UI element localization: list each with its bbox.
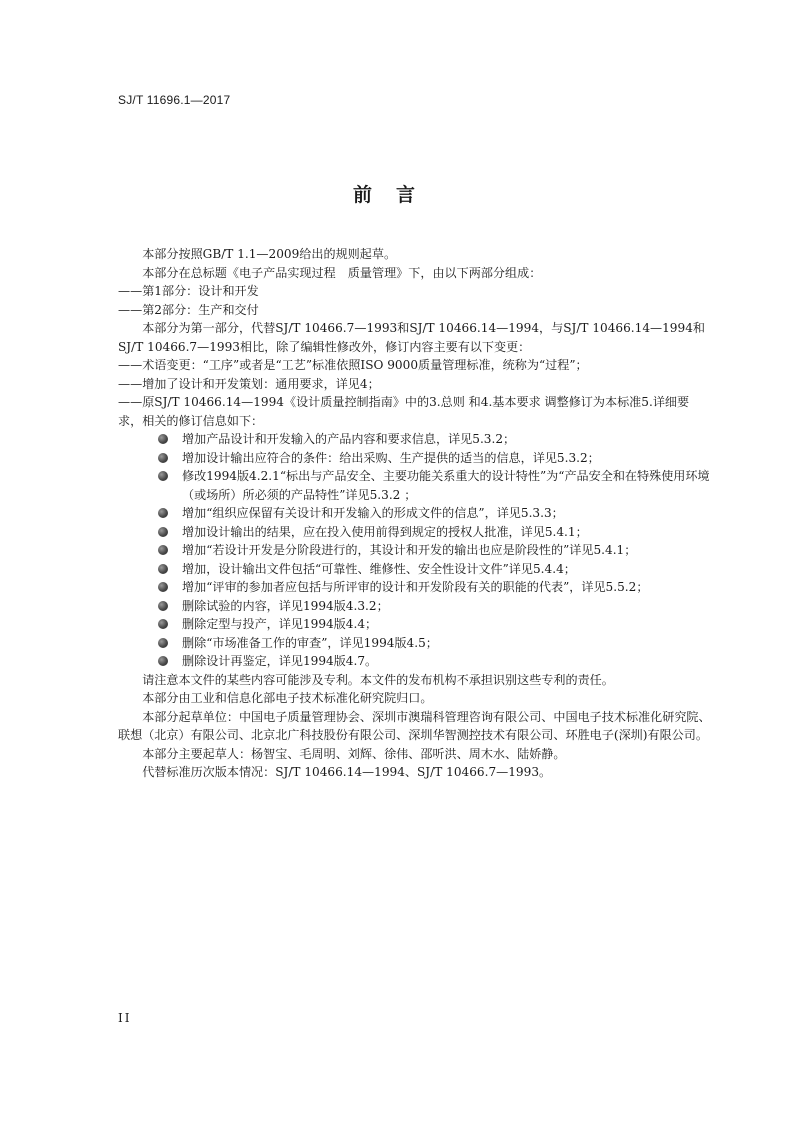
part-item: ——第2部分：生产和交付 [118,302,259,317]
foreword-body [118,245,712,782]
bullet-text: 增加“评审的参加者应包括与所评审的设计和开发阶段有关的职能的代表”，详见5.5.2； [182,580,649,594]
bullet-icon [158,601,168,611]
paragraph: 代替标准历次版本情况：SJ/T 10466.14—1994、SJ/T 10466.7—1993。 [142,765,552,779]
bullet-icon [158,527,168,537]
bullet-item [118,541,712,560]
bullet-icon [158,582,168,592]
part-item: ——第1部分：设计和开发 [118,284,259,298]
bullet-icon [158,508,168,518]
bullet-item [118,430,712,449]
bullet-item [118,449,712,468]
bullet-text: 增加，设计输出文件包括“可靠性、维修性、安全性设计文件”详见5.4.4； [182,561,576,576]
bullet-icon [158,619,168,629]
paragraph: 本部分起草单位：中国电子质量管理协会、深圳市澳瑞科管理咨询有限公司、中国电子技术标准化研究院、联想（北京）有限公司、北京北广科技股份有限公司、深圳华智测控技术有限公司、环胜电子(深圳)有限公司。 [118,709,711,742]
page-title: 前言 [352,184,439,206]
bullet-text: 增加“若设计开发是分阶段进行的，其设计和开发的输出也应是阶段性的”详见5.4.1； [182,543,637,557]
bullet-item [118,615,712,634]
bullet-icon [158,453,168,463]
bullet-item [118,467,712,504]
bullet-item [118,597,712,616]
bullet-icon [158,434,168,444]
change-item: ——术语变更：“工序”或者是“工艺”标准依照ISO 9000质量管理标准，统称为“过程”； [118,358,588,372]
bullet-text: 删除定型与投产，详见1994版4.4； [182,617,378,631]
paragraph: 本部分为第一部分，代替SJ/T 10466.7—1993和SJ/T 10466.14—1994，与SJ/T 10466.14—1994和SJ/T 10466.7—1993相比，除了编辑性修改外，修订内容主要有以下变更： [118,321,705,354]
bullet-text: 增加设计输出应符合的条件：给出采购、生产提供的适当的信息，详见5.3.2； [182,450,600,465]
bullet-icon [158,656,168,666]
paragraph: 本部分在总标题《电子产品实现过程 质量管理》下，由以下两部分组成： [142,265,542,280]
bullet-text: 增加设计输出的结果，应在投入使用前得到规定的授权人批准，详见5.4.1； [182,524,588,539]
paragraph: 本部分主要起草人：杨智宝、毛周明、刘辉、徐伟、邵听洪、周木水、陆娇静。 [142,746,566,761]
bullet-text: 删除试验的内容，详见1994版4.3.2； [182,598,389,613]
bullet-text: 修改1994版4.2.1“标出与产品安全、主要功能关系重大的设计特性”为“产品安全和在特殊使用环境（或场所）所必须的产品特性”详见5.3.2 ； [182,469,710,502]
bullet-icon [158,471,168,481]
bullet-text: 删除“市场准备工作的审查”，详见1994版4.5； [182,635,438,650]
page-number: II [118,1011,132,1025]
change-item: ——增加了设计和开发策划：通用要求，详见4； [118,376,380,391]
paragraph: 请注意本文件的某些内容可能涉及专利。本文件的发布机构不承担识别这些专利的责任。 [142,672,614,687]
paragraph: 本部分由工业和信息化部电子技术标准化研究院归口。 [142,691,433,705]
bullet-text: 删除设计再鉴定，详见1994版4.7。 [182,654,378,668]
bullet-icon [158,564,168,574]
paragraph: 本部分按照GB/T 1.1—2009给出的规则起草。 [142,247,397,261]
bullet-item [118,560,712,579]
change-item: ——原SJ/T 10466.14—1994《设计质量控制指南》中的3.总则 和4.基本要求 调整修订为本标准5.详细要求，相关的修订信息如下： [118,395,690,428]
bullet-text: 增加产品设计和开发输入的产品内容和要求信息，详见5.3.2； [182,432,516,446]
bullet-icon [158,545,168,555]
bullet-item [118,578,712,597]
bullet-item [118,652,712,671]
bullet-icon [158,638,168,648]
bullet-item [118,634,712,653]
bullet-item [118,523,712,542]
bullet-item [118,504,712,523]
bullet-text: 增加“组织应保留有关设计和开发输入的形成文件的信息”，详见5.3.3； [182,506,564,520]
standard-number: SJ/T 11696.1—2017 [118,93,231,107]
